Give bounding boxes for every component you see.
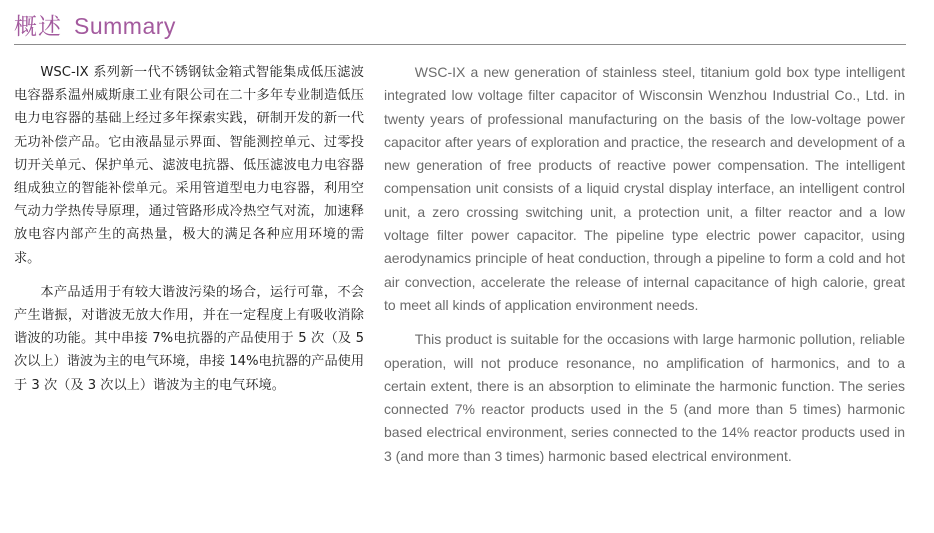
- title-chinese: 概述: [14, 14, 62, 40]
- title-english: Summary: [74, 13, 176, 39]
- english-paragraph-2: This product is suitable for the occasions with large harmonic pollution, reliable operation, will not produce resonance, no amplification of harmonics, and to a certain extent, there is an absorption to eliminate the harmonic function. The series connected 7% reactor products used in the 5 (and more than 5 times) harmonic based electrical environment, series connected to the 14% reactor products used in 3 (and more than 3 times) harmonic based electrical environment.: [384, 331, 905, 464]
- chinese-paragraph-2: 本产品适用于有较大谐波污染的场合，运行可靠，不会产生谐振，对谐波无放大作用，并在一定程度上有吸收消除谐波的功能。其中串接 7%电抗器的产品使用于 5 次（及 5 次以上）谐波为主的电气环境，串接 14%电抗器的产品使用于 3 次（及 3 次以上）谐波为主的电气环境。: [14, 284, 365, 393]
- chinese-paragraph-1: WSC-IX 系列新一代不锈钢钛金箱式智能集成低压滤波电容器系温州威斯康工业有限公司在二十多年专业制造低压电力电容器的基础上经过多年探索实践，研制开发的新一代无功补偿产品。它由液晶显示界面、智能测控单元、过零投切开关单元、保护单元、滤波电抗器、低压滤波电力电容器组成独立的智能补偿单元。采用管道型电力电容器，利用空气动力学热传导原理，通过管路形成冷热空气对流，加速释放电容内部产生的高热量，极大的满足各种应用环境的需求。: [14, 65, 364, 266]
- chinese-column: [14, 61, 364, 408]
- page-header: [14, 8, 176, 44]
- english-paragraph-1: WSC-IX a new generation of stainless steel, titanium gold box type intelligent integrated low voltage filter capacitor of Wisconsin Wenzhou Industrial Co., Ltd. in twenty years of professional manufacturing on the basis of the low-voltage power capacitor after years of exploration and practice, the research and development of a new generation of free products of reactive power compensation. The intelligent compensation unit consists of a liquid crystal display interface, an intelligent control unit, a zero crossing switching unit, a protection unit, a filter reactor and a low voltage filter power capacitor. The pipeline type electric power capacitor, using aerodynamics principle of heat conduction, through a pipeline to form a cold and hot air convection, accelerate the release of internal capacitance of high calorie, great to meet all kinds of application environment needs.: [384, 64, 905, 313]
- english-column: [384, 61, 905, 479]
- header-divider: [14, 44, 906, 45]
